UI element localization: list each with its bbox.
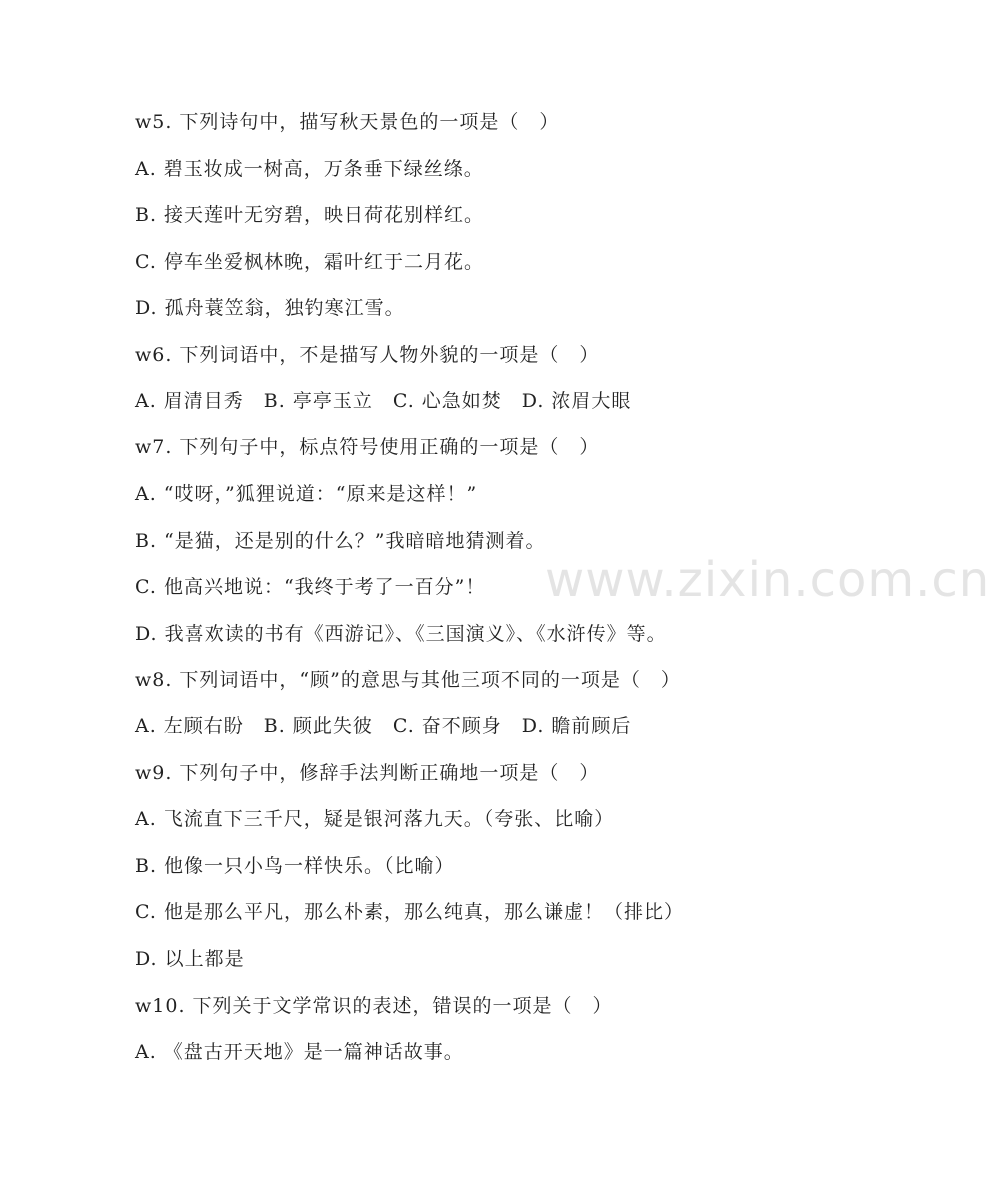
question-7-option-d: D. 我喜欢读的书有《西游记》、《三国演义》、《水浒传》等。 bbox=[135, 623, 667, 645]
question-9-option-d: D. 以上都是 bbox=[135, 948, 245, 970]
question-6-options: A. 眉清目秀 B. 亭亭玉立 C. 心急如焚 D. 浓眉大眼 bbox=[135, 390, 632, 412]
question-7-option-a: A. “哎呀，”狐狸说道：“原来是这样！” bbox=[135, 483, 478, 505]
question-5-option-c: C. 停车坐爱枫林晚，霜叶红于二月花。 bbox=[135, 251, 484, 273]
question-7-option-c: C. 他高兴地说：“我终于考了一百分”！ bbox=[135, 576, 486, 598]
watermark: www.zixin.com.cn bbox=[545, 552, 990, 608]
question-7-stem: w7. 下列句子中，标点符号使用正确的一项是（ ） bbox=[135, 436, 600, 458]
question-9-option-a: A. 飞流直下三千尺，疑是银河落九天。（夸张、比喻） bbox=[135, 808, 615, 830]
question-5-stem: w5. 下列诗句中，描写秋天景色的一项是（ ） bbox=[135, 111, 560, 133]
question-8-options: A. 左顾右盼 B. 顾此失彼 C. 奋不顾身 D. 瞻前顾后 bbox=[135, 715, 632, 737]
question-7-option-b: B. “是猫，还是别的什么？”我暗暗地猜测着。 bbox=[135, 530, 546, 552]
question-10-option-a: A. 《盘古开天地》是一篇神话故事。 bbox=[135, 1041, 464, 1063]
question-8-stem: w8. 下列词语中，“顾”的意思与其他三项不同的一项是（ ） bbox=[135, 669, 681, 691]
question-5-option-b: B. 接天莲叶无穷碧，映日荷花别样红。 bbox=[135, 204, 485, 226]
question-6-stem: w6. 下列词语中，不是描写人物外貌的一项是（ ） bbox=[135, 344, 600, 366]
question-5-option-a: A. 碧玉妆成一树高，万条垂下绿丝绦。 bbox=[135, 158, 484, 180]
question-10-stem: w10. 下列关于文学常识的表述，错误的一项是（ ） bbox=[135, 995, 613, 1017]
question-9-option-c: C. 他是那么平凡，那么朴素，那么纯真，那么谦虚！（排比） bbox=[135, 901, 684, 923]
question-5-option-d: D. 孤舟蓑笠翁，独钓寒江雪。 bbox=[135, 297, 405, 319]
question-9-stem: w9. 下列句子中，修辞手法判断正确地一项是（ ） bbox=[135, 762, 600, 784]
question-9-option-b: B. 他像一只小鸟一样快乐。（比喻） bbox=[135, 855, 455, 877]
